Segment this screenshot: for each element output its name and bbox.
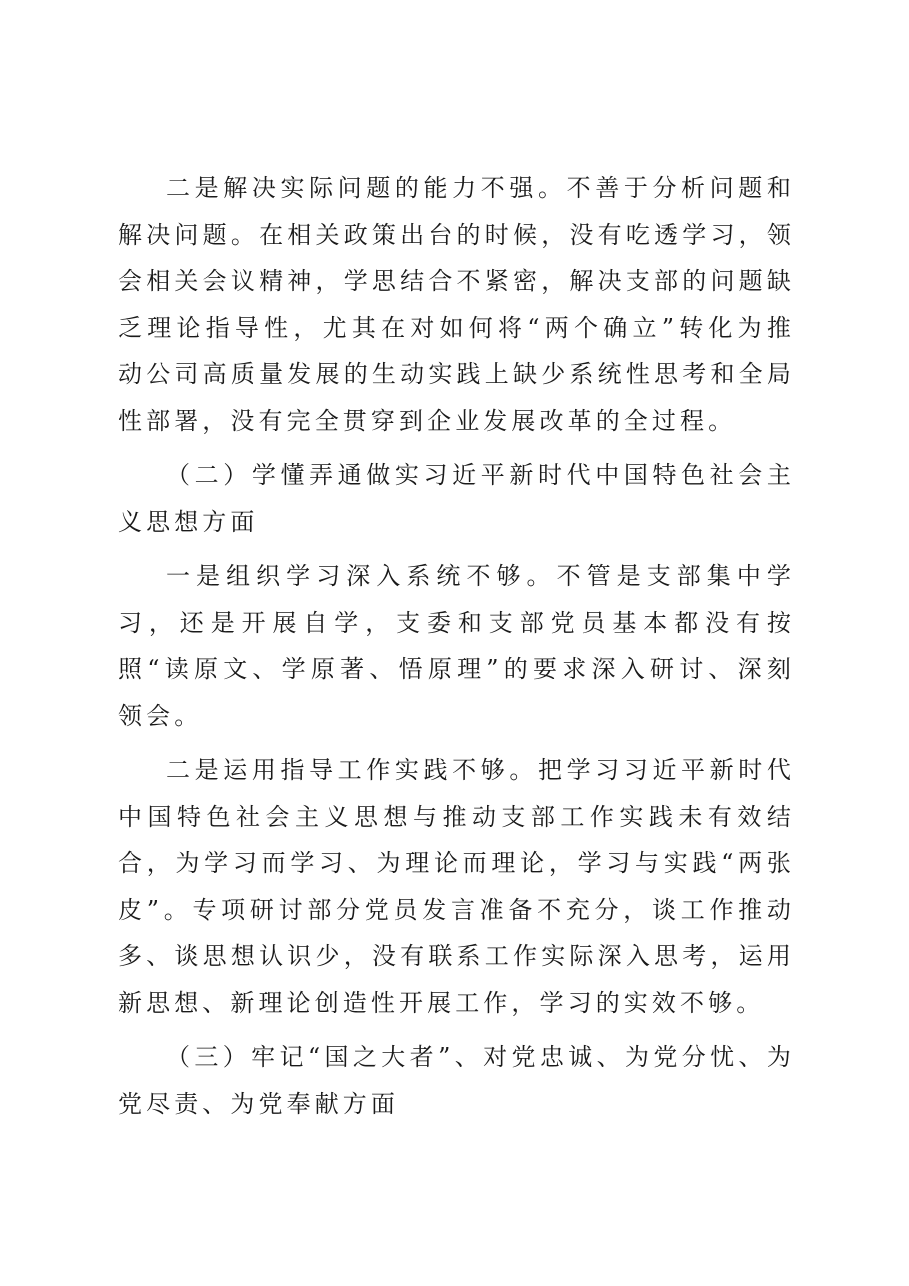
paragraph-problem-solving: 二是解决实际问题的能力不强。不善于分析问题和解决问题。在相关政策出台的时候，没有吃透学习，领会相关会议精神，学思结合不紧密，解决支部的问题缺乏理论指导性，尤其在对如何将“两个确立”转化为推动公司高质量发展的生动实践上缺少系统性思考和全局性部署，没有完全贯穿到企业发展改革的全过程。 xyxy=(118,174,795,435)
paragraph-study-system: 一是组织学习深入系统不够。不管是支部集中学习，还是开展自学，支委和支部党员基本都没有按照“读原文、学原著、悟原理”的要求深入研讨、深刻领会。 xyxy=(118,562,795,730)
document-body xyxy=(118,165,795,1135)
paragraph-practice: 二是运用指导工作实践不够。把学习习近平新时代中国特色社会主义思想与推动支部工作实践未有效结合，为学习而学习、为理论而理论，学习与实践“两张皮”。专项研讨部分党员发言准备不充分，谈工作推动多、谈思想认识少，没有联系工作实际深入思考，运用新思想、新理论创造性开展工作，学习的实效不够。 xyxy=(118,756,795,1017)
section-heading-3: （三）牢记“国之大者”、对党忠诚、为党分忧、为党尽责、为党奉献方面 xyxy=(118,1043,795,1118)
section-heading-2: （二）学懂弄通做实习近平新时代中国特色社会主义思想方面 xyxy=(118,461,795,536)
